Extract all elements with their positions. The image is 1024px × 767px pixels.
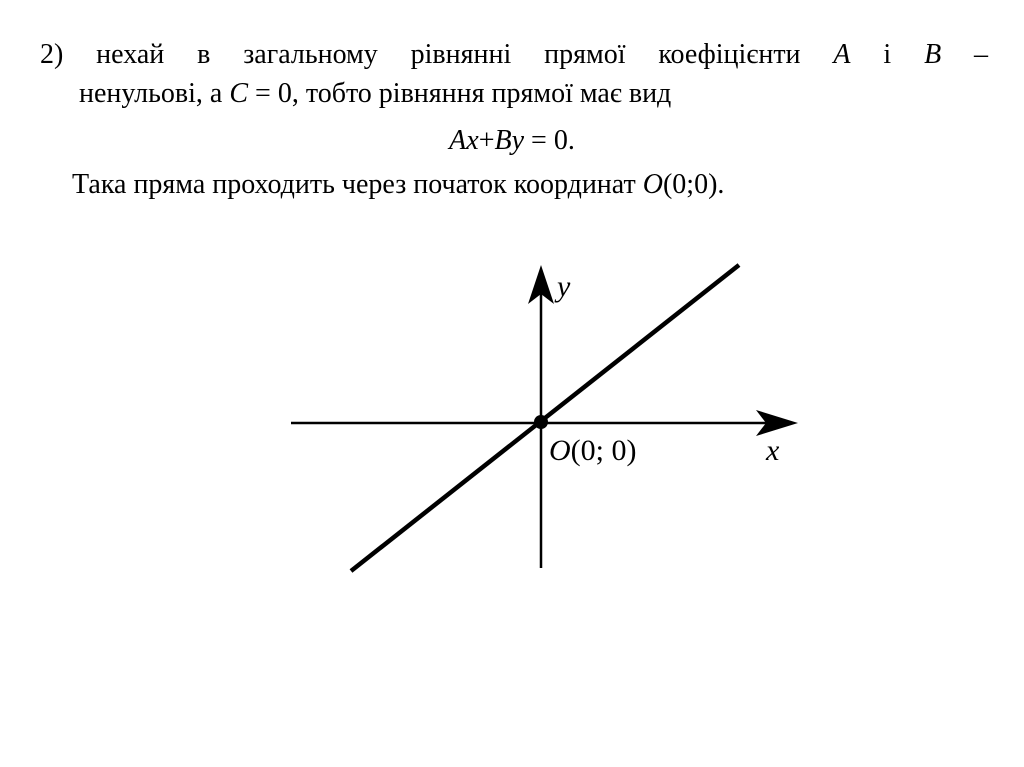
eq-rest: = 0. xyxy=(524,125,575,156)
origin-point xyxy=(534,415,548,429)
coef-b: B xyxy=(924,39,942,70)
eq-plus: + xyxy=(478,125,495,156)
x-axis-label: x xyxy=(766,434,780,467)
origin-label xyxy=(549,434,637,467)
condition-prefix-2: ненульові, а xyxy=(79,78,223,109)
conclusion-text: Така пряма проходить через початок координат xyxy=(72,169,636,200)
origin-label-coords: (0; 0) xyxy=(570,434,637,467)
y-axis-label: y xyxy=(557,270,571,303)
dash: – xyxy=(974,39,989,70)
coef-c: C xyxy=(229,78,249,109)
eq-a: A xyxy=(449,125,467,156)
condition-suffix: , тобто рівняння прямої має вид xyxy=(291,78,672,109)
eq-y: y xyxy=(511,125,525,156)
conclusion-point-var: O xyxy=(642,169,663,200)
eq-b: B xyxy=(494,125,512,156)
condition-prefix: 2) нехай в загальному рівнянні прямої коефіцієнти xyxy=(40,39,801,70)
conjunction: і xyxy=(883,39,892,70)
eq-x: x xyxy=(466,125,479,156)
origin-label-var: O xyxy=(549,434,571,467)
coef-a: A xyxy=(833,39,851,70)
conclusion-point-coords: (0;0). xyxy=(662,169,725,200)
equals-zero: = 0 xyxy=(255,78,292,109)
